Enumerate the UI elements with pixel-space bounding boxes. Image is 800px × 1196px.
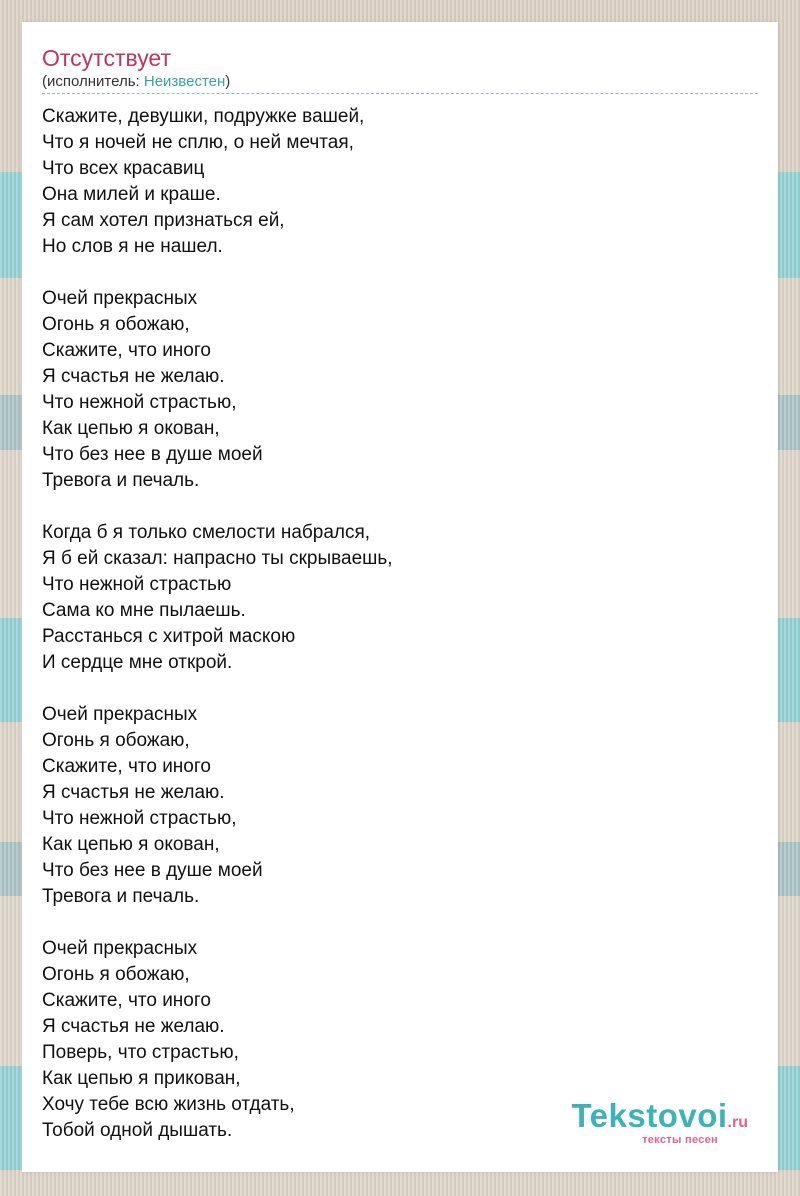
- lyric-line: Очей прекрасных: [42, 704, 198, 725]
- lyric-line: Что всех красавиц: [42, 158, 205, 179]
- lyric-line: Огонь я обожаю,: [42, 314, 190, 335]
- lyric-line: Но слов я не нашел.: [42, 236, 223, 257]
- site-logo[interactable]: [571, 1099, 748, 1146]
- lyric-line: Я счастья не желаю.: [42, 782, 225, 803]
- lyric-line: Очей прекрасных: [42, 938, 198, 959]
- lyric-line: Расстанься с хитрой маскою: [42, 626, 296, 647]
- lyric-line: Скажите, девушки, подружке вашей,: [42, 106, 365, 127]
- lyric-line: Я счастья не желаю.: [42, 1016, 225, 1037]
- lyric-line: Скажите, что иного: [42, 990, 211, 1011]
- lyric-line: И сердце мне открой.: [42, 652, 233, 673]
- lyric-line: Огонь я обожаю,: [42, 730, 190, 751]
- lyric-line: Тревога и печаль.: [42, 470, 200, 491]
- lyric-line: Что нежной страстью: [42, 574, 232, 595]
- lyric-line: Она милей и краше.: [42, 184, 221, 205]
- lyric-line: Скажите, что иного: [42, 756, 211, 777]
- lyric-line: Когда б я только смелости набрался,: [42, 522, 371, 543]
- lyric-line: Что нежной страстью,: [42, 808, 237, 829]
- artist-suffix: ): [225, 73, 231, 90]
- lyric-line: Хочу тебе всю жизнь отдать,: [42, 1094, 295, 1115]
- lyric-line: Что без нее в душе моей: [42, 444, 263, 465]
- lyrics-card: [22, 22, 778, 1172]
- stanza-gap: [42, 260, 758, 286]
- lyric-line: Что я ночей не сплю, о ней мечтая,: [42, 132, 354, 153]
- artist-prefix: (исполнитель:: [42, 73, 144, 90]
- stanza-gap: [42, 494, 758, 520]
- lyric-line: Сама ко мне пылаешь.: [42, 600, 246, 621]
- lyric-line: Тревога и печаль.: [42, 886, 200, 907]
- lyric-line: Огонь я обожаю,: [42, 964, 190, 985]
- title-divider: [42, 93, 758, 94]
- lyrics-text: [42, 104, 758, 1144]
- lyric-line: Тобой одной дышать.: [42, 1120, 233, 1141]
- logo-tld: .ru: [727, 1114, 748, 1131]
- logo-name: Tekstovoi: [571, 1097, 728, 1134]
- lyric-line: Очей прекрасных: [42, 288, 198, 309]
- logo-tagline: тексты песен: [642, 1134, 718, 1146]
- lyric-line: Я б ей сказал: напрасно ты скрываешь,: [42, 548, 393, 569]
- lyric-line: Скажите, что иного: [42, 340, 211, 361]
- artist-link[interactable]: Неизвестен: [143, 73, 226, 90]
- stanza-gap: [42, 676, 758, 702]
- lyric-line: Я счастья не желаю.: [42, 366, 225, 387]
- stanza-gap: [42, 910, 758, 936]
- lyric-line: Что без нее в душе моей: [42, 860, 263, 881]
- artist-line: [42, 73, 230, 91]
- lyric-line: Как цепью я окован,: [42, 418, 220, 439]
- lyric-line: Что нежной страстью,: [42, 392, 237, 413]
- lyric-line: Я сам хотел признаться ей,: [42, 210, 285, 231]
- lyric-line: Как цепью я прикован,: [42, 1068, 241, 1089]
- lyric-line: Как цепью я окован,: [42, 834, 220, 855]
- lyric-line: Поверь, что страстью,: [42, 1042, 239, 1063]
- song-title: Отсутствует: [42, 45, 171, 71]
